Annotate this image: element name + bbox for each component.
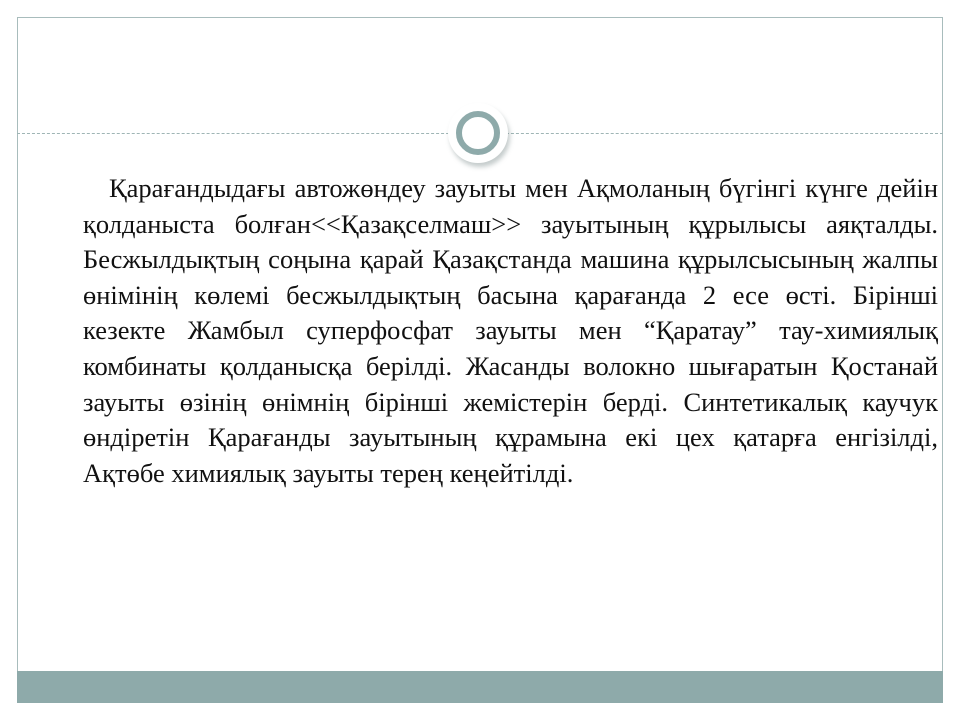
body-paragraph: Қарағандыдағы автожөндеу зауыты мен Ақмоланың бүгінгі күнге дейін қолданыста болған<<Қазақселмаш>> зауытының құрылысы аяқталды. Бесжылдықтың соңына қарай Қазақстанда машина құрылсысының жалпы өнімінің көлемі бесжылдықтың басына қарағанда 2 есе өсті. Бірінші кезекте Жамбыл суперфосфат зауыты мен “Қаратау” тау-химиялық комбинаты қолданысқа берілді. Жасанды волокно шығаратын Қостанай зауыты өзінің өнімнің бірінші жемістерін берді. Синтетикалық каучук өндіретін Қарағанды зауытының құрамына екі цех қатарға енгізілді, Ақтөбе химиялық зауыты терең кеңейтілді. [83,173,938,488]
footer-bar [17,671,943,703]
ring-icon-inner [456,111,500,155]
ring-icon [448,103,508,163]
